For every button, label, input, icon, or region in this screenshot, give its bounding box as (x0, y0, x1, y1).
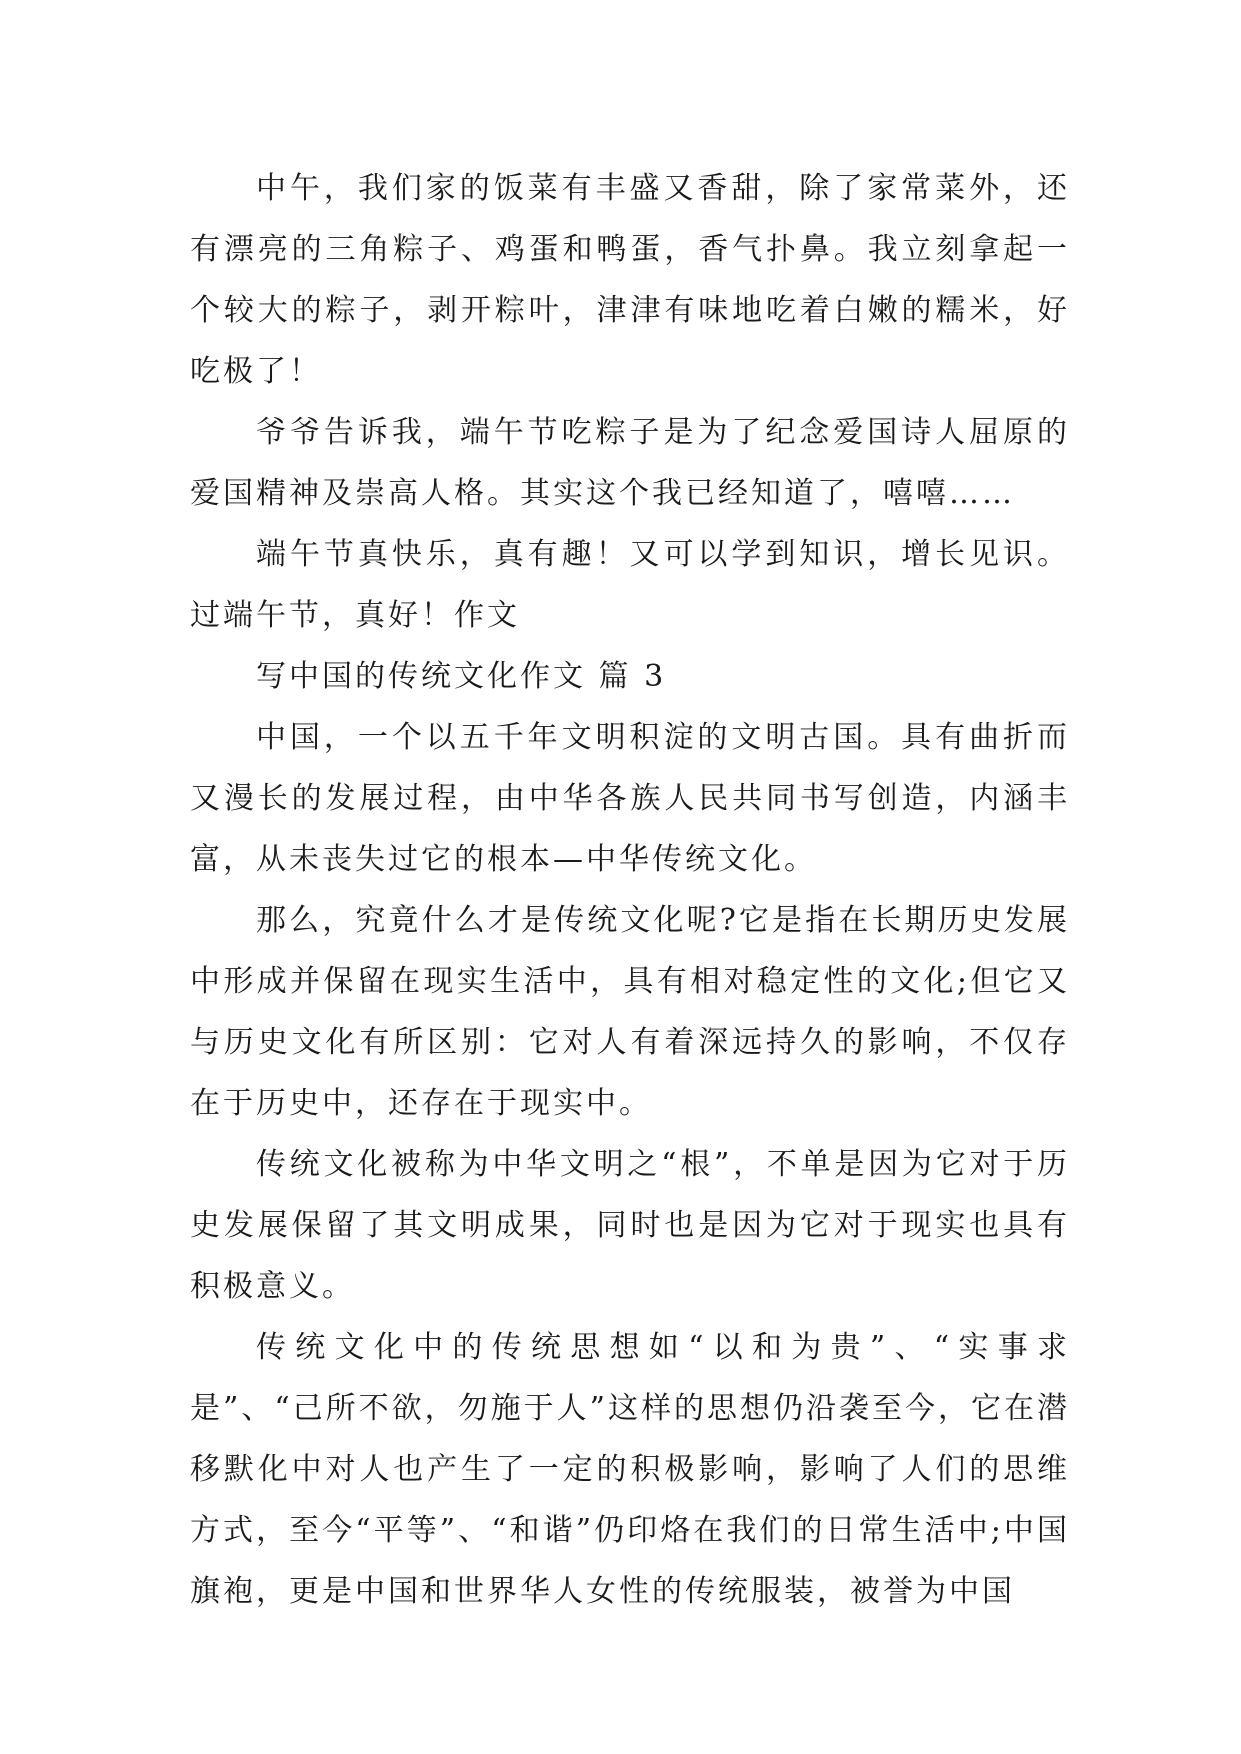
paragraph-lunch: 中午，我们家的饭菜有丰盛又香甜，除了家常菜外，还有漂亮的三角粽子、鸡蛋和鸭蛋，香气扑鼻。我立刻拿起一个较大的粽子，剥开粽叶，津津有味地吃着白嫩的糯米，好吃极了！ (190, 171, 1070, 389)
paragraph-grandpa: 爷爷告诉我，端午节吃粽子是为了纪念爱国诗人屈原的爱国精神及崇高人格。其实这个我已经知道了，嘻嘻…… (190, 415, 1070, 511)
paragraph-traditional-thought: 传统文化中的传统思想如“以和为贵”、“实事求是”、“己所不欲，勿施于人”这样的思想仍沿袭至今，它在潜移默化中对人也产生了一定的积极影响，影响了人们的思维方式，至今“平等”、“和谐”仍印烙在我们的日常生活中;中国旗袍，更是中国和世界华人女性的传统服装，被誉为中国 (190, 1330, 1071, 1609)
paragraph-root-of-civilization: 传统文化被称为中华文明之“根”，不单是因为它对于历史发展保留了其文明成果，同时也是因为它对于现实也具有积极意义。 (190, 1147, 1070, 1304)
paragraph-dragon-boat-happy: 端午节真快乐，真有趣！又可以学到知识，增长见识。过端午节，真好！作文 (190, 537, 1070, 633)
paragraph-what-is-tradition: 那么，究竟什么才是传统文化呢?它是指在长期历史发展中形成并保留在现实生活中，具有相对稳定性的文化;但它又与历史文化有所区别：它对人有着深远持久的影响，不仅存在于历史中，还存在于现实中。 (190, 903, 1070, 1121)
document-body (190, 158, 1070, 1622)
paragraph-ancient-china: 中国，一个以五千年文明积淀的文明古国。具有曲折而又漫长的发展过程，由中华各族人民共同书写创造，内涵丰富，从未丧失过它的根本—中华传统文化。 (190, 720, 1070, 877)
section-heading: 写中国的传统文化作文 篇 3 (256, 659, 667, 694)
